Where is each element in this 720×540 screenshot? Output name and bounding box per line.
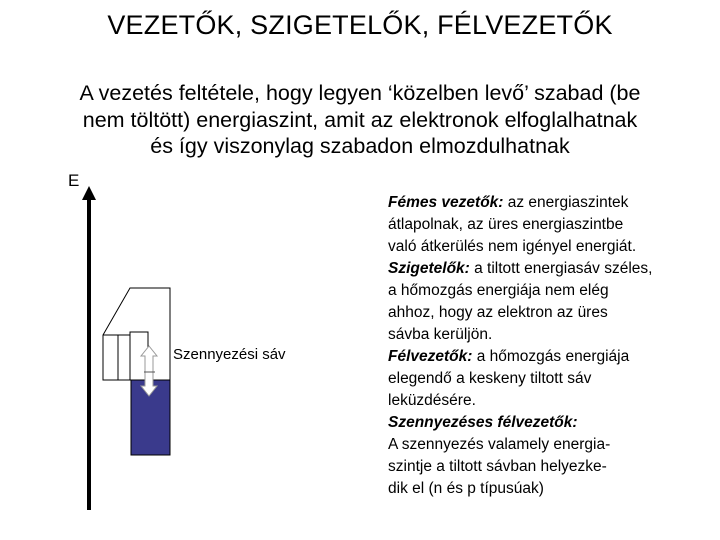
desc-line: A szennyezés valamely energia-: [388, 436, 611, 453]
desc-line: a hőmozgás energiája nem elég: [388, 282, 609, 299]
desc-line: átlapolnak, az üres energiaszintbe: [388, 216, 624, 233]
term-metal-conductors: Fémes vezetők:: [388, 194, 504, 211]
intro-line: A vezetés feltétele, hogy legyen ‘közelben levő’ szabad (be: [79, 81, 641, 105]
desc-line: való átkerülés nem igényel energiát.: [388, 238, 637, 255]
desc-line: [388, 346, 714, 368]
impurity-band-label: Szennyezési sáv: [173, 346, 286, 363]
band-outline-lower: [103, 358, 130, 380]
desc-line: leküzdésére.: [388, 392, 476, 409]
desc-line: dik el (n és p típusúak): [388, 480, 544, 497]
desc-line: ahhoz, hogy az elektron az üres: [388, 304, 608, 321]
desc-line: elegendő a keskeny tiltott sáv: [388, 370, 592, 387]
term-insulators: Szigetelők:: [388, 260, 470, 277]
term-semiconductors: Félvezetők:: [388, 348, 473, 365]
desc-text: az energiaszintek: [503, 194, 629, 211]
intro-line: nem töltött) energiaszint, amit az elektronok elfoglalhatnak: [82, 107, 638, 132]
desc-text: a hőmozgás energiája: [472, 348, 630, 365]
energy-axis-arrowhead: [82, 186, 96, 200]
intro-line: és így viszonylag szabadon elmozdulhatnak: [150, 134, 570, 158]
term-doped-semiconductors: Szennyezéses félvezetők:: [388, 414, 578, 431]
description-text: [388, 192, 714, 500]
desc-line: szintje a tiltott sávban helyezke-: [388, 458, 607, 475]
desc-line: [388, 258, 714, 280]
energy-axis-label: E: [68, 171, 80, 190]
desc-text: a tiltott energiasáv széles,: [469, 260, 653, 277]
desc-line: [388, 192, 714, 214]
slide-title: VEZETŐK, SZIGETELŐK, FÉLVEZETŐK: [107, 10, 613, 40]
desc-line: sávba kerüljön.: [388, 326, 493, 343]
